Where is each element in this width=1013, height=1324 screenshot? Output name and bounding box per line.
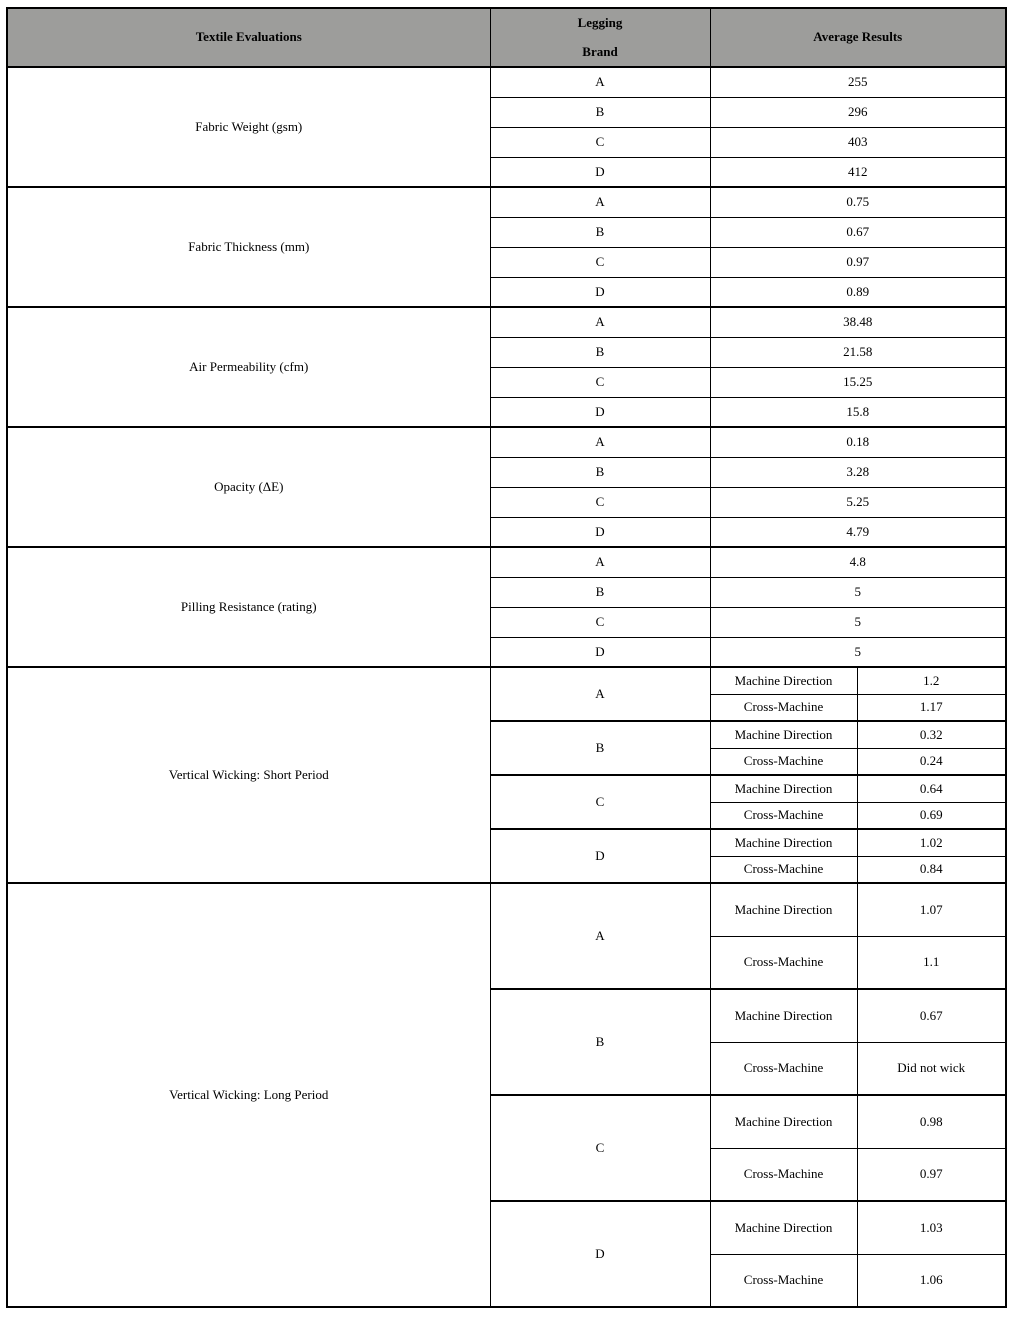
brand-cell: A <box>490 667 710 721</box>
direction-cell: Machine Direction <box>710 829 857 856</box>
direction-cell: Cross-Machine <box>710 856 857 883</box>
evaluation-name-cell: Fabric Thickness (mm) <box>7 187 490 307</box>
brand-cell: B <box>490 989 710 1095</box>
direction-cell: Cross-Machine <box>710 748 857 775</box>
table-row <box>7 307 1006 337</box>
brand-cell: C <box>490 775 710 829</box>
header-average-results: Average Results <box>710 8 1006 67</box>
brand-cell: D <box>490 637 710 667</box>
brand-cell: A <box>490 307 710 337</box>
brand-cell: C <box>490 1095 710 1201</box>
result-value-cell: 0.32 <box>857 721 1006 748</box>
result-value-cell: 0.64 <box>857 775 1006 802</box>
result-value-cell: 1.02 <box>857 829 1006 856</box>
table-row <box>7 427 1006 457</box>
table-header <box>7 8 1006 67</box>
direction-cell: Machine Direction <box>710 667 857 694</box>
result-value-cell: 296 <box>710 97 1006 127</box>
evaluation-name-cell: Air Permeability (cfm) <box>7 307 490 427</box>
direction-cell: Machine Direction <box>710 883 857 936</box>
brand-cell: C <box>490 247 710 277</box>
result-value-cell: 1.03 <box>857 1201 1006 1254</box>
result-value-cell: 0.97 <box>710 247 1006 277</box>
evaluation-name-cell: Vertical Wicking: Long Period <box>7 883 490 1307</box>
header-legging-brand <box>490 8 710 67</box>
table-row <box>7 547 1006 577</box>
table-row <box>7 67 1006 97</box>
direction-cell: Machine Direction <box>710 775 857 802</box>
direction-cell: Cross-Machine <box>710 694 857 721</box>
result-value-cell: 1.07 <box>857 883 1006 936</box>
result-value-cell: 0.98 <box>857 1095 1006 1148</box>
result-value-cell: Did not wick <box>857 1042 1006 1095</box>
header-row <box>7 8 1006 67</box>
brand-cell: D <box>490 277 710 307</box>
brand-cell: A <box>490 67 710 97</box>
header-textile-evaluations: Textile Evaluations <box>7 8 490 67</box>
result-value-cell: 255 <box>710 67 1006 97</box>
brand-cell: D <box>490 397 710 427</box>
result-value-cell: 0.97 <box>857 1148 1006 1201</box>
header-legging-brand-line1: Legging <box>577 15 623 31</box>
brand-cell: B <box>490 217 710 247</box>
direction-cell: Cross-Machine <box>710 1042 857 1095</box>
brand-cell: B <box>490 97 710 127</box>
brand-cell: C <box>490 367 710 397</box>
result-value-cell: 38.48 <box>710 307 1006 337</box>
evaluation-name-cell: Opacity (ΔE) <box>7 427 490 547</box>
evaluation-name-cell: Pilling Resistance (rating) <box>7 547 490 667</box>
result-value-cell: 0.24 <box>857 748 1006 775</box>
result-value-cell: 0.84 <box>857 856 1006 883</box>
header-legging-brand-line2: Brand <box>582 43 618 59</box>
result-value-cell: 1.2 <box>857 667 1006 694</box>
result-value-cell: 15.25 <box>710 367 1006 397</box>
brand-cell: D <box>490 1201 710 1307</box>
direction-cell: Machine Direction <box>710 1201 857 1254</box>
brand-cell: D <box>490 829 710 883</box>
result-value-cell: 0.18 <box>710 427 1006 457</box>
result-value-cell: 0.67 <box>710 217 1006 247</box>
evaluation-name-cell: Fabric Weight (gsm) <box>7 67 490 187</box>
result-value-cell: 0.69 <box>857 802 1006 829</box>
brand-cell: B <box>490 721 710 775</box>
result-value-cell: 5.25 <box>710 487 1006 517</box>
direction-cell: Cross-Machine <box>710 936 857 989</box>
direction-cell: Cross-Machine <box>710 1254 857 1307</box>
brand-cell: C <box>490 487 710 517</box>
result-value-cell: 0.89 <box>710 277 1006 307</box>
textile-evaluations-table <box>6 7 1007 1308</box>
brand-cell: B <box>490 577 710 607</box>
brand-cell: C <box>490 127 710 157</box>
result-value-cell: 4.8 <box>710 547 1006 577</box>
result-value-cell: 0.67 <box>857 989 1006 1042</box>
result-value-cell: 1.1 <box>857 936 1006 989</box>
brand-cell: B <box>490 457 710 487</box>
result-value-cell: 5 <box>710 577 1006 607</box>
brand-cell: A <box>490 187 710 217</box>
brand-cell: A <box>490 883 710 989</box>
result-value-cell: 412 <box>710 157 1006 187</box>
table-row <box>7 883 1006 936</box>
brand-cell: D <box>490 157 710 187</box>
result-value-cell: 3.28 <box>710 457 1006 487</box>
direction-cell: Machine Direction <box>710 989 857 1042</box>
direction-cell: Machine Direction <box>710 1095 857 1148</box>
result-value-cell: 1.17 <box>857 694 1006 721</box>
direction-cell: Cross-Machine <box>710 1148 857 1201</box>
result-value-cell: 1.06 <box>857 1254 1006 1307</box>
brand-cell: C <box>490 607 710 637</box>
evaluation-name-cell: Vertical Wicking: Short Period <box>7 667 490 883</box>
table-row <box>7 667 1006 694</box>
result-value-cell: 5 <box>710 637 1006 667</box>
brand-cell: B <box>490 337 710 367</box>
table-body <box>7 67 1006 1307</box>
result-value-cell: 0.75 <box>710 187 1006 217</box>
result-value-cell: 403 <box>710 127 1006 157</box>
result-value-cell: 4.79 <box>710 517 1006 547</box>
table-row <box>7 187 1006 217</box>
direction-cell: Machine Direction <box>710 721 857 748</box>
brand-cell: A <box>490 427 710 457</box>
direction-cell: Cross-Machine <box>710 802 857 829</box>
result-value-cell: 21.58 <box>710 337 1006 367</box>
brand-cell: D <box>490 517 710 547</box>
result-value-cell: 5 <box>710 607 1006 637</box>
brand-cell: A <box>490 547 710 577</box>
result-value-cell: 15.8 <box>710 397 1006 427</box>
